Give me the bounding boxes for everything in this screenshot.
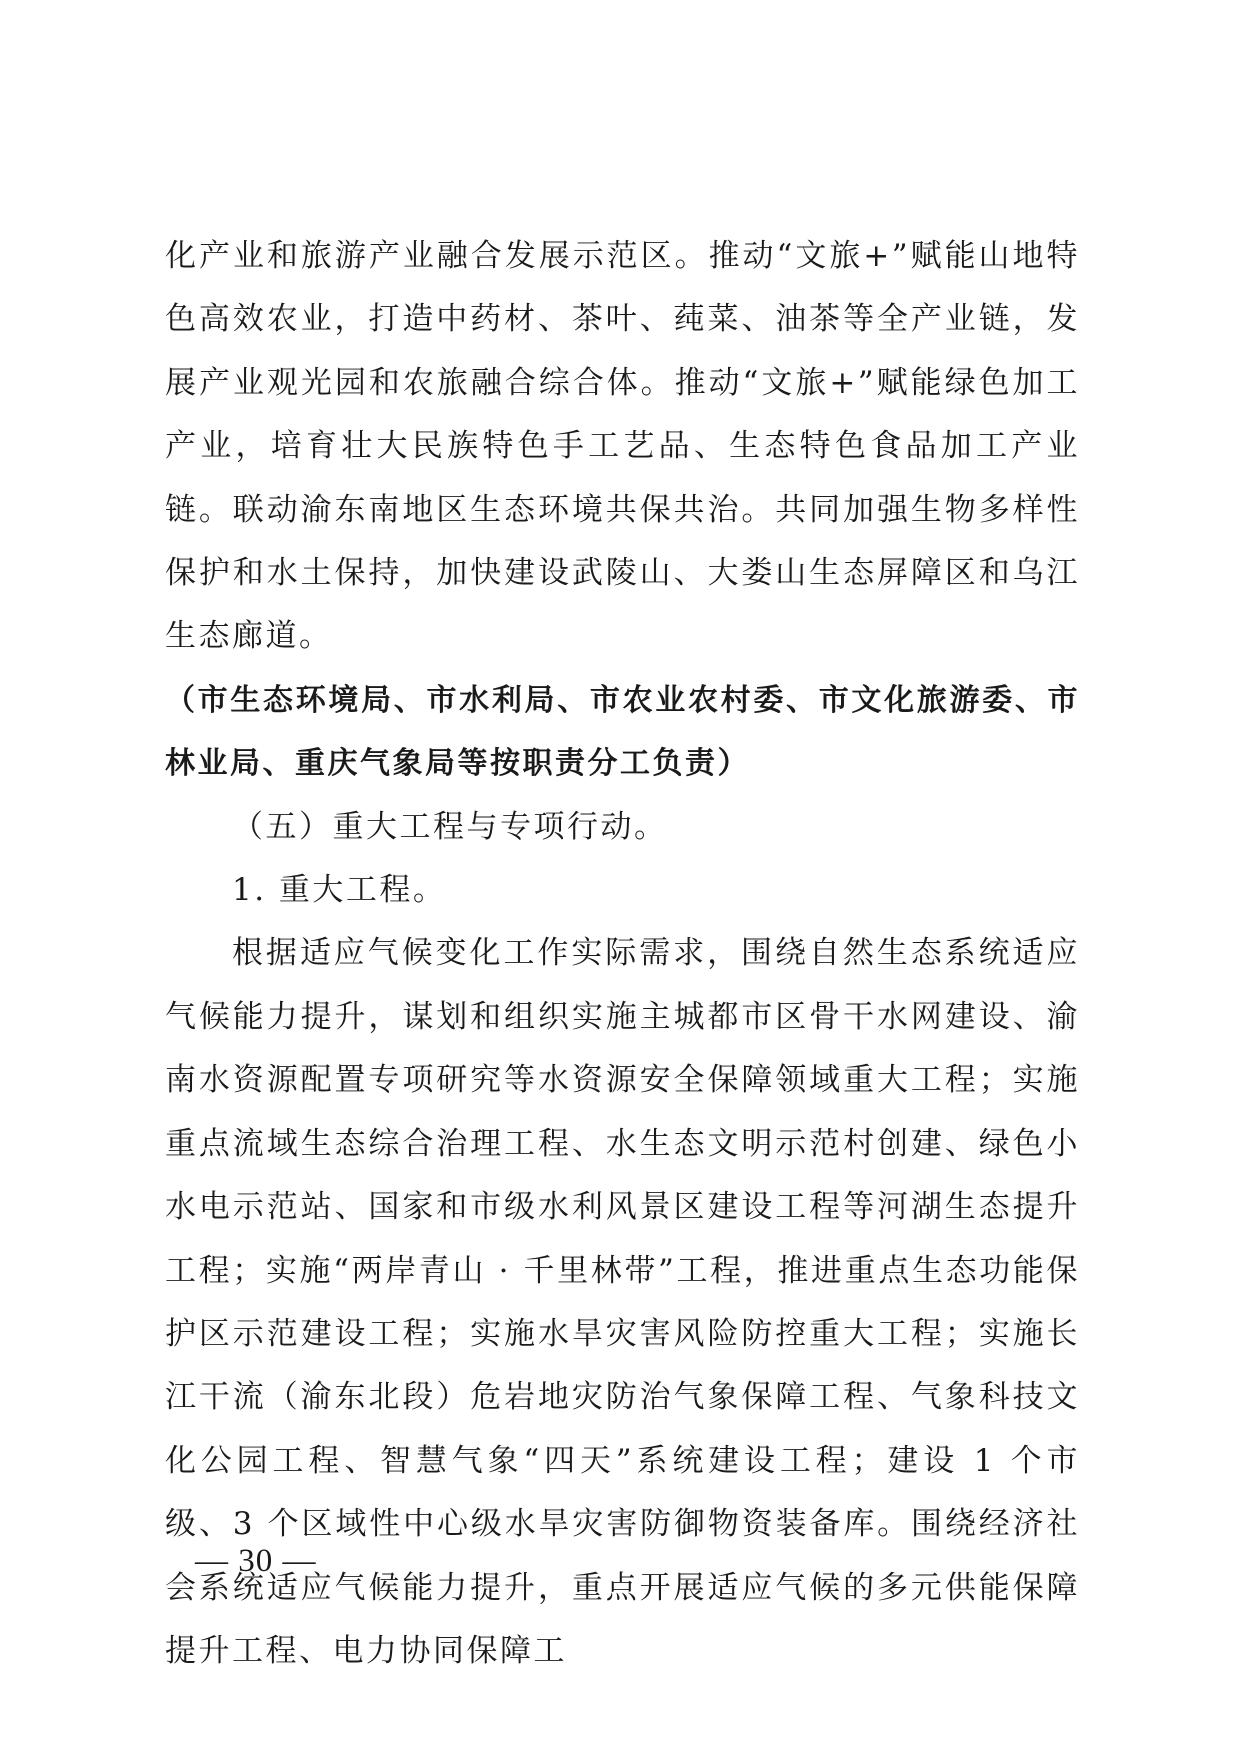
- paragraph-major-projects: 根据适应气候变化工作实际需求，围绕自然生态系统适应气候能力提升，谋划和组织实施主城都市区骨干水网建设、渝南水资源配置专项研究等水资源安全保障领域重大工程；实施重点流域生态综合治理工程、水生态文明示范村创建、绿色小水电示范站、国家和市级水利风景区建设工程等河湖生态提升工程；实施“两岸青山 · 千里林带”工程，推进重点生态功能保护区示范建设工程；实施水旱灾害风险防控重大工程；实施长江干流（渝东北段）危岩地灾防治气象保障工程、气象科技文化公园工程、智慧气象“四天”系统建设工程；建设 1 个市级、3 个区域性中心级水旱灾害防御物资装备库。围绕经济社会系统适应气候能力提升，重点开展适应气候的多元供能保障提升工程、电力协同保障工: [165, 935, 1080, 1669]
- page-number: — 30 —: [195, 1543, 317, 1579]
- paragraph-continuation: 化产业和旅游产业融合发展示范区。推动“文旅+”赋能山地特色高效农业，打造中药材、茶叶、莼菜、油茶等全产业链，发展产业观光园和农旅融合综合体。推动“文旅+”赋能绿色加工产业，培育壮大民族特色手工艺品、生态特色食品加工产业链。联动渝东南地区生态环境共保共治。共同加强生物多样性保护和水土保持，加快建设武陵山、大娄山生态屏障区和乌江生态廊道。: [165, 238, 1080, 655]
- responsible-departments-note: （市生态环境局、市水利局、市农业农村委、市文化旅游委、市林业局、重庆气象局等按职责分工负责）: [165, 682, 1080, 782]
- subsection-heading: 1. 重大工程。: [232, 872, 447, 909]
- section-heading: （五）重大工程与专项行动。: [232, 808, 668, 845]
- document-body: [165, 225, 1080, 1683]
